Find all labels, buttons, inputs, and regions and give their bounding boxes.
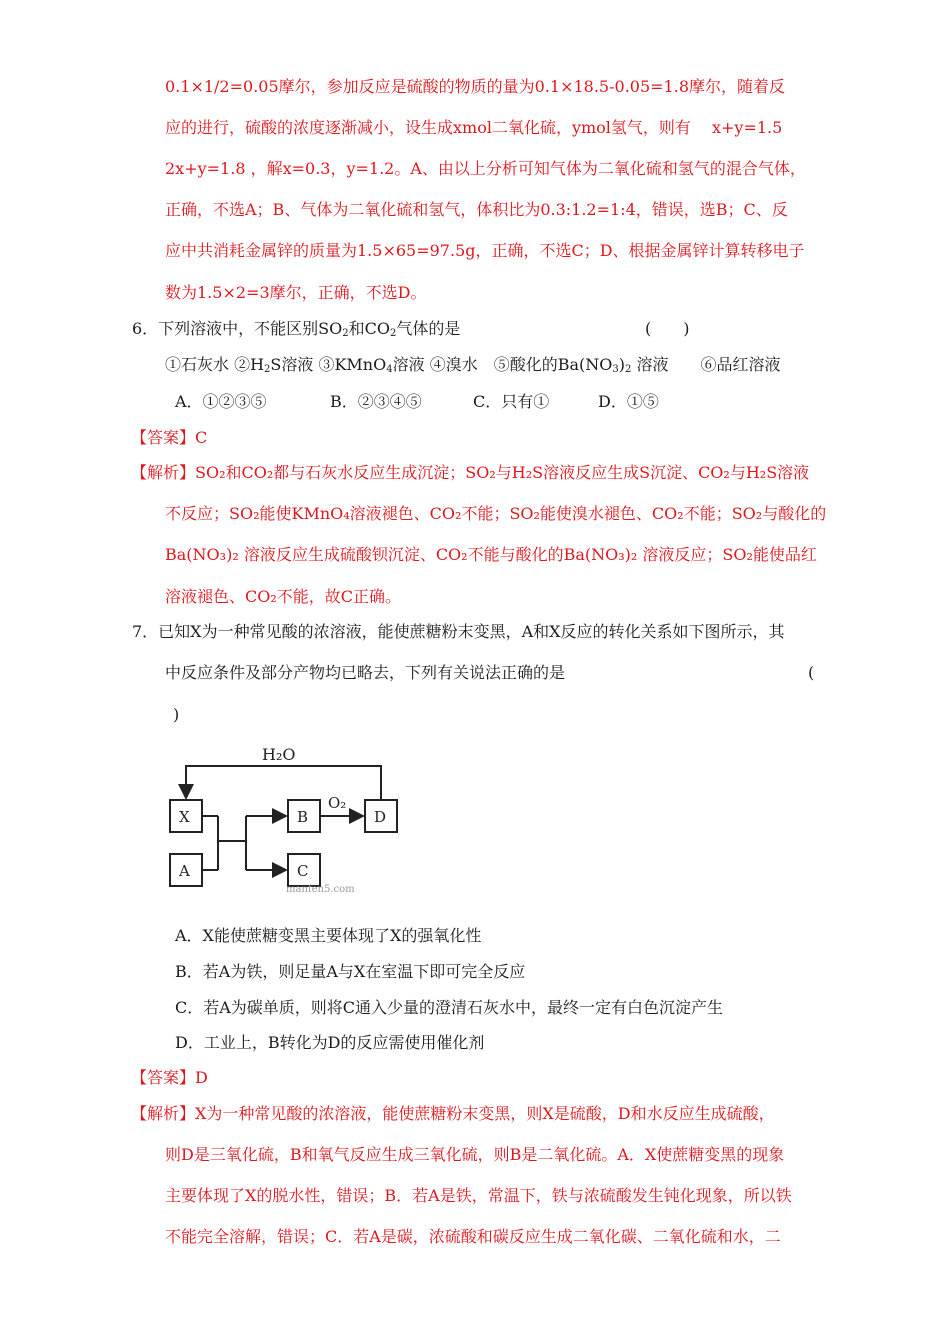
- q7-paren-close: ): [173, 705, 180, 724]
- prev-explanation-line-5: 应中共消耗金属锌的质量为1.5×65=97.5g，正确，不选C；D、根据金属锌计算转移电子: [165, 241, 805, 260]
- o2-label: O₂: [328, 794, 347, 812]
- prev-explanation-line-6: 数为1.5×2=3摩尔，正确，不选D。: [165, 283, 427, 302]
- q6-option-d: D．①⑤: [598, 392, 659, 411]
- q6-stem: 6．下列溶液中，不能区别$SO_2$和$CO_2$气体的是: [132, 319, 461, 339]
- q6-answer-paren: ( ): [645, 319, 690, 338]
- q6-option-c: C．只有①: [473, 392, 550, 411]
- prev-explanation-line-4: 正确，不选A；B、气体为二氧化硫和氢气，体积比为0.3:1.2=1:4，错误，选B；C、反: [165, 200, 788, 219]
- prev-explanation-line-2: 应的进行，硫酸的浓度逐渐减小，设生成xmol二氧化硫，ymol氢气，则有 x+y=1.5: [165, 118, 783, 137]
- q7-option-b: B．若A为铁，则足量A与X在室温下即可完全反应: [175, 962, 526, 981]
- q6-option-b: B．②③④⑤: [330, 392, 422, 411]
- q7-stem-line-1: 7．已知X为一种常见酸的浓溶液，能使蔗糖粉末变黑，A和X反应的转化关系如下图所示，其: [132, 622, 785, 641]
- q7-analysis-line-1: 【解析】X为一种常见酸的浓溶液，能使蔗糖粉末变黑，则X是硫酸，D和水反应生成硫酸，: [131, 1104, 775, 1123]
- box-x-label: X: [179, 808, 190, 826]
- box-b-label: B: [297, 808, 309, 826]
- q7-paren-open: (: [808, 663, 815, 682]
- q7-option-a: A．X能使蔗糖变黑主要体现了X的强氧化性: [175, 926, 482, 945]
- h2o-label: H₂O: [262, 745, 296, 764]
- q6-answer: 【答案】C: [131, 428, 208, 447]
- box-c-label: C: [297, 862, 309, 880]
- q6-analysis-line-2: 不反应；SO₂能使KMnO₄溶液褪色、CO₂不能；SO₂能使溴水褪色、CO₂不能；SO₂与酸化的: [165, 504, 827, 523]
- h2o-loop-line: [186, 766, 381, 800]
- q7-answer: 【答案】D: [131, 1068, 208, 1087]
- q7-analysis-line-2: 则D是三氧化硫，B和氧气反应生成三氧化硫，则B是二氧化硫。A．X使蔗糖变黑的现象: [165, 1145, 785, 1164]
- watermark: manfen5.com: [286, 884, 355, 895]
- q6-option-a: A．①②③⑤: [175, 392, 267, 411]
- q6-analysis-line-1: 【解析】SO₂和CO₂都与石灰水反应生成沉淀；SO₂与H₂S溶液反应生成S沉淀、CO₂与H₂S溶液: [131, 463, 810, 482]
- box-d-label: D: [374, 808, 387, 826]
- q7-option-d: D．工业上，B转化为D的反应需使用催化剂: [175, 1033, 485, 1052]
- q6-analysis-line-3: Ba(NO₃)₂ 溶液反应生成硫酸钡沉淀、CO₂不能与酸化的Ba(NO₃)₂ 溶液反应；SO₂能使品红: [165, 545, 817, 564]
- q7-stem-line-2: 中反应条件及部分产物均已略去，下列有关说法正确的是: [165, 663, 566, 682]
- q7-option-c: C．若A为碳单质，则将C通入少量的澄清石灰水中，最终一定有白色沉淀产生: [175, 998, 724, 1017]
- q7-analysis-line-3: 主要体现了X的脱水性，错误；B．若A是铁，常温下，铁与浓硫酸发生钝化现象，所以铁: [165, 1186, 792, 1205]
- box-a-label: A: [179, 862, 190, 880]
- q6-analysis-line-4: 溶液褪色、CO₂不能，故C正确。: [165, 587, 402, 606]
- reaction-flow-diagram: [160, 738, 410, 898]
- prev-explanation-line-3: 2x+y=1.8 ，解x=0.3，y=1.2。A、由以上分析可知气体为二氧化硫和氢气的混合气体，: [165, 159, 806, 178]
- prev-explanation-line-1: 0.1×1/2=0.05摩尔，参加反应是硫酸的物质的量为0.1×18.5-0.05=1.8摩尔，随着反: [165, 77, 785, 96]
- q6-items: ①石灰水 $②H_2S$溶液 ③KMnO$_4$溶液 ④溴水 ⑤酸化的$Ba(NO_3)_2$ 溶液 ⑥品红溶液: [165, 355, 781, 375]
- q7-analysis-line-4: 不能完全溶解，错误；C．若A是碳，浓硫酸和碳反应生成二氧化碳、二氧化硫和水，二: [165, 1227, 781, 1246]
